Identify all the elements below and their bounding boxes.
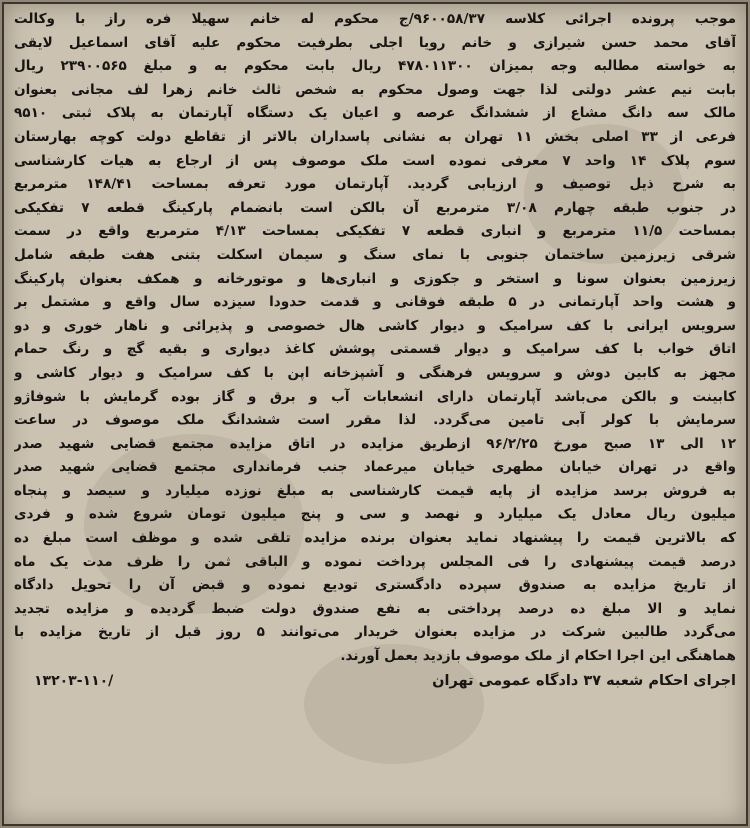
notice-line: بمساحت ۱۱/۵ مترمربع و انباری قطعه ۷ تفکیکی بمساحت ۴/۱۳ مترمربع واقع در سمت	[14, 223, 736, 240]
notice-code: ۱۳۲۰۳-۱۱۰/	[34, 672, 114, 689]
notice-line: درصد قیمت پیشنهادی را فی المجلس پرداخت نموده و الباقی ثمن را ظرف مدت یک ماه	[14, 553, 736, 570]
signature-row	[14, 669, 736, 693]
notice-line: می‌گردد طالبین شرکت در مزایده بعنوان خریدار می‌توانند ۵ روز قبل از تاریخ مزایده با	[14, 624, 736, 641]
notice-line: هماهنگی این اجرا احکام از ملک موصوف بازدید بعمل آورند.	[340, 648, 736, 665]
notice-line: که بالاترین قیمت را پیشنهاد نماید بعنوان برنده مزایده تلقی شده و موظف است مبلغ ده	[14, 530, 736, 547]
notice-line: به خواسته مطالبه وجه بمیزان ۴۷۸۰۱۱۳۰۰ ریال بابت محکوم به و مبلغ ۲۳۹۰۰۵۶۵ ریال	[14, 58, 736, 75]
notice-line: سرمایش با کولر آبی تامین می‌گردد. لذا مقرر است ششدانگ ملک موصوف در ساعت	[14, 412, 736, 429]
notice-line: موجب پرونده اجرائی کلاسه ۹۶۰۰۵۸/۳۷/ج محکوم له خانم سهیلا فره راز با وکالت	[14, 11, 736, 27]
notice-line: و هشت واحد آپارتمانی در ۵ طبقه فوقانی و قدمت حدودا سیزده سال واقع و مشتمل بر	[14, 294, 736, 311]
notice-line: آقای محمد حسن شیرازی و خانم رویا اجلی بطرفیت محکوم علیه آقای اسماعیل لایقی	[14, 34, 736, 51]
notice-line: ۱۲ الی ۱۳ صبح مورخ ۹۶/۲/۲۵ ازطریق مزایده در اتاق مزایده مجتمع قضایی شهید صدر	[14, 435, 736, 452]
notice-line: مالک سه دانگ مشاع از ششدانگ عرصه و اعیان یک دستگاه آپارتمان به پلاک ثبتی ۹۵۱۰	[14, 105, 736, 122]
notice-line: نماید و الا مبلغ ده درصد پرداختی به نفع صندوق دولت ضبط گردیده و مزایده تجدید	[14, 600, 736, 617]
notice-line: واقع در تهران خیابان مطهری خیابان میرعماد جنب فرمانداری مجتمع قضایی شهید صدر	[14, 459, 736, 476]
notice-line: سوم پلاک ۱۴ واحد ۷ معرفی نموده است ملک موصوف پس از ارجاع به هیات کارشناسی	[14, 152, 736, 169]
notice-line: بابت نیم عشر دولتی لذا جهت وصول محکوم به شخص ثالث خانم زهرا لف مجانی بعنوان	[14, 81, 736, 98]
issuing-authority: اجرای احکام شعبه ۳۷ دادگاه عمومی تهران	[432, 672, 736, 689]
notice-line: مجهز به کابین دوش و سرویس فرهنگی و آشپزخانه اپن با کف سرامیک و دیوار کاشی و	[14, 364, 736, 381]
notice-body	[14, 8, 736, 820]
notice-line: میلیون ریال معادل یک میلیارد و نهصد و سی و پنج میلیون تومان شروع شده و فردی	[14, 506, 736, 523]
notice-line: فرعی از ۳۳ اصلی بخش ۱۱ تهران به نشانی پاسداران بالاتر از تقاطع دولت کوچه بهارستان	[14, 128, 736, 145]
notice-line: سرویس ایرانی با کف سرامیک و دیوار کاشی هال خصوصی و پذیرائی و ناهار خوری و دو	[14, 317, 736, 334]
notice-line: از تاریخ مزایده به صندوق سپرده دادگستری تودیع نموده و قبض آن را تحویل دادگاه	[14, 577, 736, 594]
notice-line: شرقی زیرزمین ساختمان جنوبی با نمای سنگ و سیمان اسکلت بتنی هفت طبقه شامل	[14, 246, 736, 263]
notice-line: زیرزمین بعنوان سونا و استخر و جکوزی و انباری‌ها و موتورخانه و همکف بعنوان پارکینگ	[14, 270, 736, 287]
newspaper-notice-clipping	[2, 2, 748, 826]
notice-line: در جنوب طبقه چهارم ۳/۰۸ مترمربع آن بالکن است بانضمام پارکینگ قطعه ۷ تفکیکی	[14, 199, 736, 216]
notice-line: کابینت و بالکن می‌باشد آپارتمان دارای انشعابات آب و برق و گاز بوده گرمایش با شوفاژو	[14, 388, 736, 405]
notice-line: به شرح ذیل توصیف و ارزیابی گردید. آپارتمان مورد تعرفه بمساحت ۱۴۸/۴۱ مترمربع	[14, 176, 736, 193]
notice-line: به فروش برسد مزایده از پایه قیمت کارشناسی به مبلغ نوزده میلیارد و سیصد و پنجاه	[14, 482, 736, 499]
notice-line: اتاق خواب با کف سرامیک و دیوار قسمتی پوشش کاغذ دیواری و بقیه گچ و رنگ حمام	[14, 341, 736, 358]
